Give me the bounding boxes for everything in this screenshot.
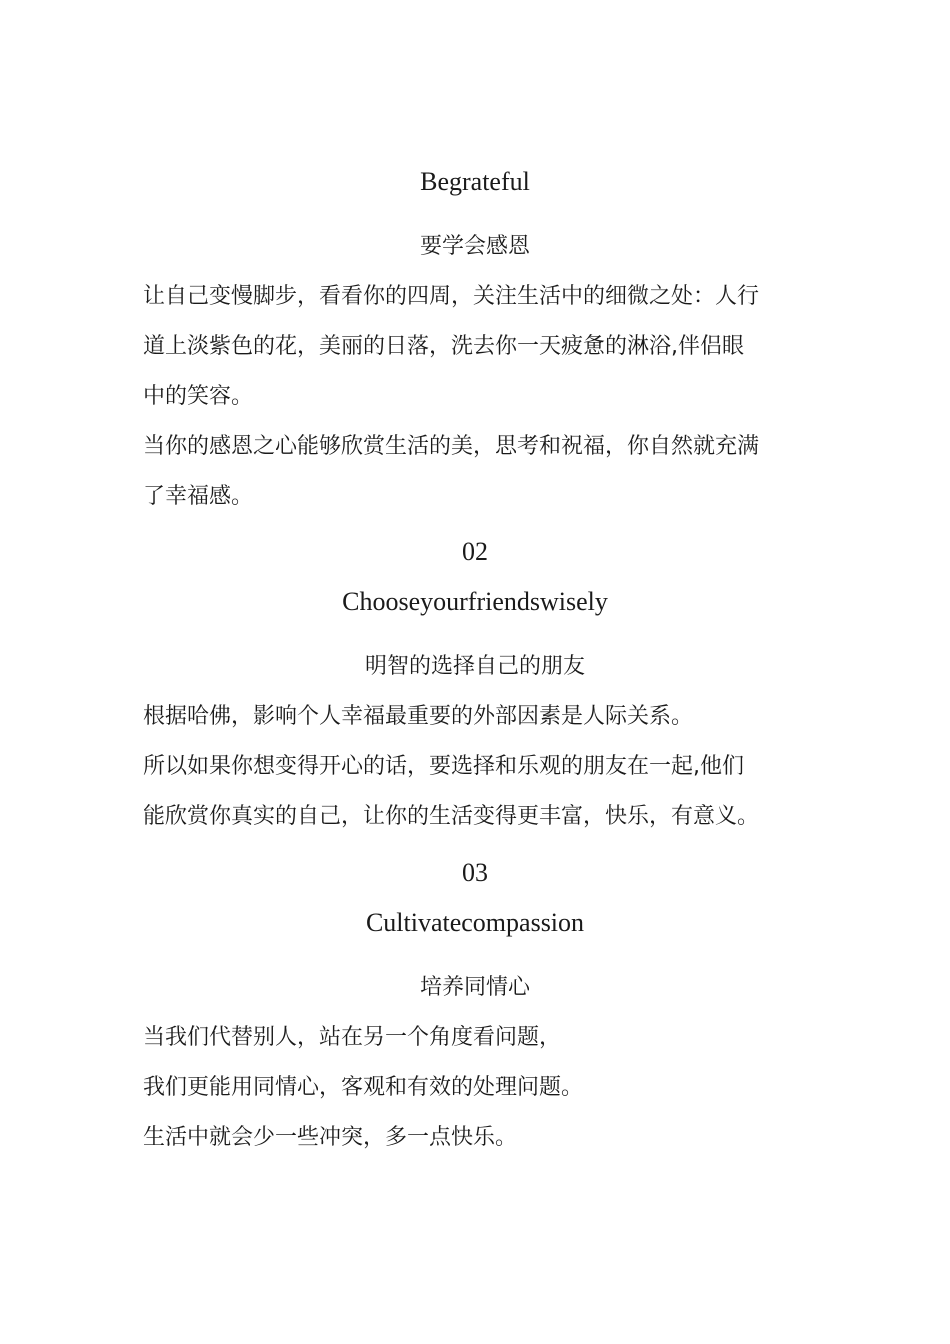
section-1-paragraph-line: 让自己变慢脚步，看看你的四周，关注生活中的细微之处：人行 <box>143 284 760 309</box>
section-2-chinese-title: 明智的选择自己的朋友 <box>364 654 585 679</box>
section-1-chinese-title: 要学会感恩 <box>419 234 530 259</box>
section-3-english-title: Cultivatecompassion <box>365 908 585 937</box>
section-1-paragraph-line: 了幸福感。 <box>143 484 254 509</box>
section-3-paragraph-line: 生活中就会少一些冲突，多一点快乐。 <box>143 1125 518 1150</box>
section-2-paragraph-line: 能欣赏你真实的自己，让你的生活变得更丰富，快乐，有意义。 <box>143 804 760 829</box>
section-3-paragraph-line: 当我们代替别人，站在另一个角度看问题， <box>143 1025 562 1050</box>
section-1-paragraph-line: 中的笑容。 <box>143 384 254 409</box>
section-2-number: 02 <box>462 537 488 566</box>
section-1-paragraph-line: 当你的感恩之心能够欣赏生活的美，思考和祝福，你自然就充满 <box>143 434 760 459</box>
section-1-english-title: Begrateful <box>420 167 530 196</box>
section-2-paragraph-line: 根据哈佛，影响个人幸福最重要的外部因素是人际关系。 <box>143 704 694 729</box>
section-3-paragraph-line: 我们更能用同情心，客观和有效的处理问题。 <box>143 1075 584 1100</box>
section-3-chinese-title: 培养同情心 <box>419 975 530 1000</box>
section-2-paragraph-line: 所以如果你想变得开心的话，要选择和乐观的朋友在一起,他们 <box>143 754 744 779</box>
section-2-english-title: Chooseyourfriendswisely <box>342 587 608 616</box>
section-1-paragraph-line: 道上淡紫色的花，美丽的日落，洗去你一天疲惫的淋浴,伴侣眼 <box>143 334 744 359</box>
section-3-number: 03 <box>462 858 488 887</box>
